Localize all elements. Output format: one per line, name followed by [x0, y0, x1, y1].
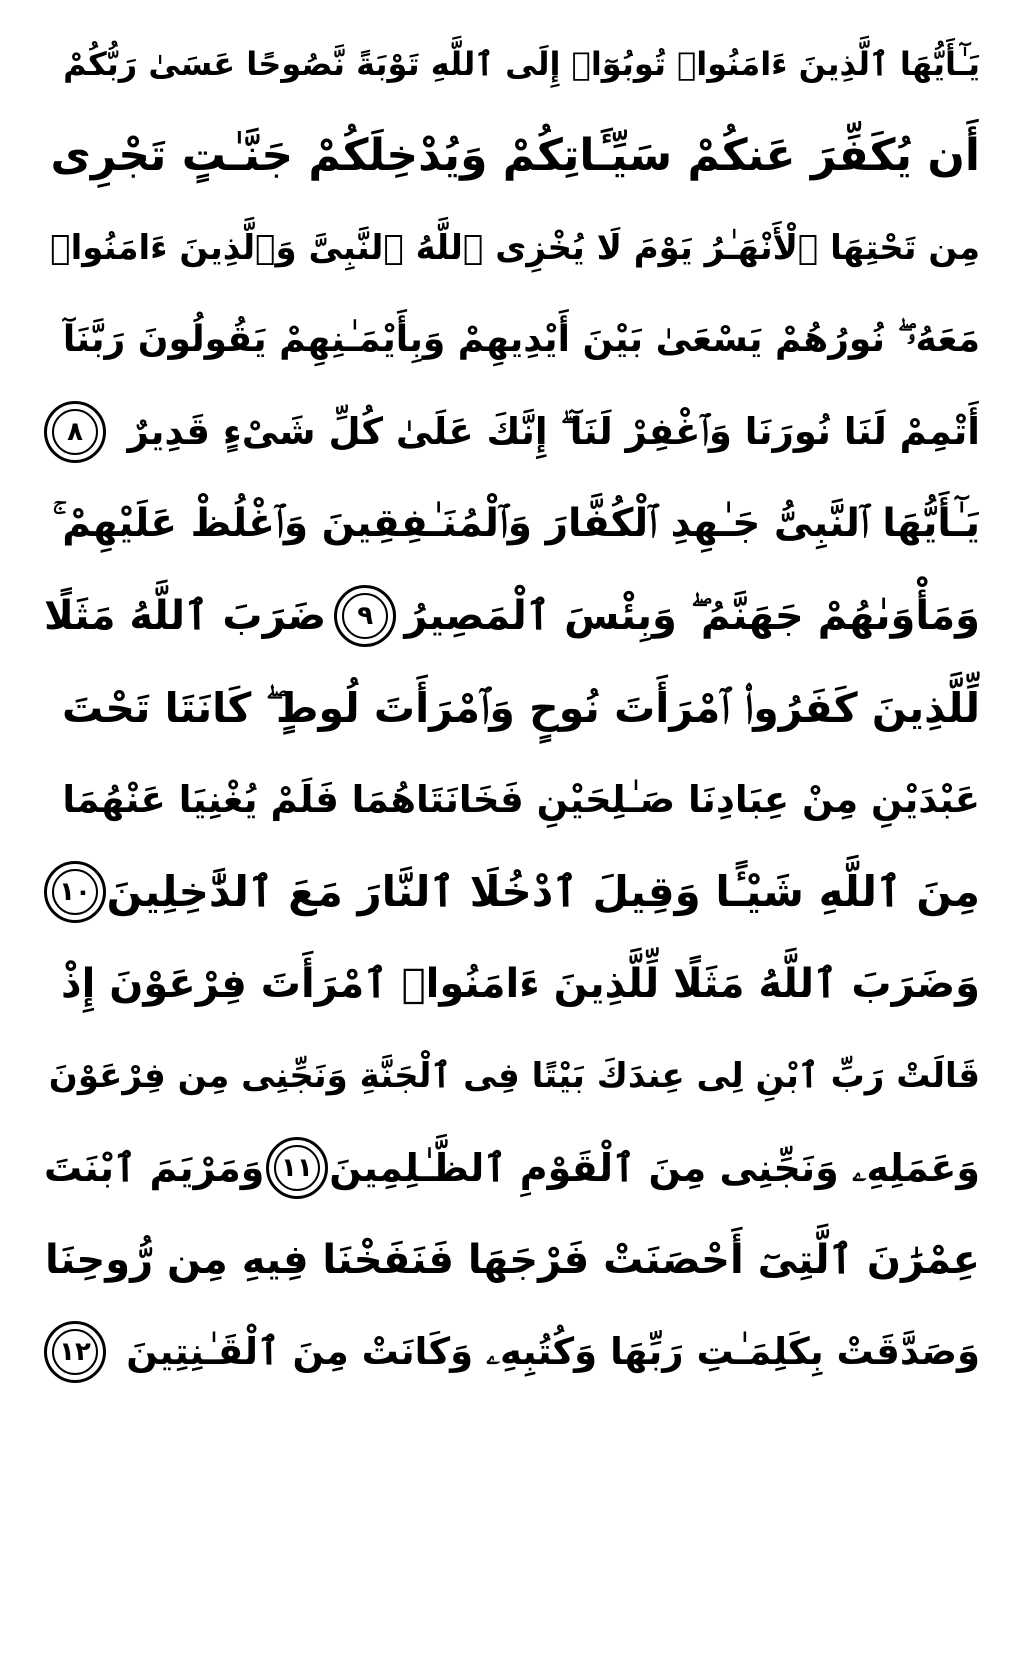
- verse-text: يَـٰٓأَيُّهَا ٱلنَّبِىُّ جَـٰهِدِ ٱلْكُفَّارَ وَٱلْمُنَـٰفِقِينَ وَٱغْلُظْ عَلَيْهِمْ ۚ: [52, 501, 980, 546]
- ayah-number: ١١: [280, 1153, 313, 1183]
- ayah-number: ٨: [67, 417, 83, 447]
- verse-text: وَعَمَلِهِۦ وَنَجِّنِى مِنَ ٱلْقَوْمِ ٱلظَّـٰلِمِينَ: [329, 1146, 980, 1190]
- verse-text: وَضَرَبَ ٱللَّهُ مَثَلًا لِّلَّذِينَ ءَامَنُوا۟ ٱمْرَأَتَ فِرْعَوْنَ إِذْ: [61, 961, 980, 1007]
- verse-line: [44, 754, 980, 846]
- verse-line: [44, 202, 980, 294]
- verse-text: أَن يُكَفِّرَ عَنكُمْ سَيِّـَٔاتِكُمْ وَيُدْخِلَكُمْ جَنَّـٰتٍ تَجْرِى: [50, 130, 980, 181]
- verse-text: مِن تَحْتِهَا ٱلْأَنْهَـٰرُ يَوْمَ لَا يُخْزِى ٱللَّهُ ٱلنَّبِىَّ وَٱلَّذِينَ ءَامَنُوا۟: [50, 228, 980, 268]
- verse-line: [44, 18, 980, 110]
- verse-text: عَبْدَيْنِ مِنْ عِبَادِنَا صَـٰلِحَيْنِ فَخَانَتَاهُمَا فَلَمْ يُغْنِيَا عَنْهُمَا: [62, 778, 980, 821]
- ayah-number: ٩: [357, 601, 374, 631]
- ayah-number: ١٠: [59, 877, 91, 907]
- verse-line: [44, 478, 980, 570]
- verse-text: لِّلَّذِينَ كَفَرُوا۟ ٱمْرَأَتَ نُوحٍ وَٱمْرَأَتَ لُوطٍ ۖ كَانَتَا تَحْتَ: [62, 684, 980, 732]
- verse-line: [44, 294, 980, 386]
- verse-text: ضَرَبَ ٱللَّهُ مَثَلًا: [44, 593, 327, 639]
- ayah-number-marker: [44, 1321, 106, 1383]
- verse-line: [44, 846, 980, 938]
- ayah-number-marker: [266, 1137, 328, 1199]
- verse-text: وَمَرْيَمَ ٱبْنَتَ: [44, 1146, 265, 1190]
- verse-lines: [44, 18, 980, 1398]
- verse-line: [44, 570, 980, 662]
- verse-text: وَمَأْوَىٰهُمْ جَهَنَّمُ ۖ وَبِئْسَ ٱلْمَصِيرُ: [404, 593, 980, 639]
- ayah-number-marker: [334, 585, 396, 647]
- verse-text: يَـٰٓأَيُّهَا ٱلَّذِينَ ءَامَنُوا۟ تُوبُوٓا۟ إِلَى ٱللَّهِ تَوْبَةً نَّصُوحًا عَسَىٰ رَبُّكُمْ: [63, 45, 980, 83]
- verse-line: [44, 1030, 980, 1122]
- verse-line: [44, 662, 980, 754]
- ayah-number: ١٢: [59, 1337, 91, 1367]
- verse-line: [44, 1306, 980, 1398]
- verse-line: [44, 938, 980, 1030]
- verse-text: وَصَدَّقَتْ بِكَلِمَـٰتِ رَبِّهَا وَكُتُبِهِۦ وَكَانَتْ مِنَ ٱلْقَـٰنِتِينَ: [126, 1330, 980, 1373]
- verse-text: عِمْرَٰنَ ٱلَّتِىٓ أَحْصَنَتْ فَرْجَهَا فَنَفَخْنَا فِيهِ مِن رُّوحِنَا: [45, 1237, 980, 1283]
- verse-text: أَتْمِمْ لَنَا نُورَنَا وَٱغْفِرْ لَنَآ ۖ إِنَّكَ عَلَىٰ كُلِّ شَىْءٍ قَدِيرٌ: [127, 410, 980, 453]
- verse-line: [44, 1214, 980, 1306]
- ayah-number-marker: [44, 861, 106, 923]
- verse-text: مِنَ ٱللَّهِ شَيْـًٔا وَقِيلَ ٱدْخُلَا ٱلنَّارَ مَعَ ٱلدَّٰخِلِينَ: [106, 867, 980, 916]
- verse-text: قَالَتْ رَبِّ ٱبْنِ لِى عِندَكَ بَيْتًا فِى ٱلْجَنَّةِ وَنَجِّنِى مِن فِرْعَوْنَ: [48, 1056, 980, 1096]
- ayah-number-marker: [44, 401, 106, 463]
- verse-line: [44, 386, 980, 478]
- verse-line: [44, 1122, 980, 1214]
- verse-text: مَعَهُۥ ۖ نُورُهُمْ يَسْعَىٰ بَيْنَ أَيْدِيهِمْ وَبِأَيْمَـٰنِهِمْ يَقُولُونَ رَبَّنَآ: [62, 319, 980, 360]
- verse-line: [44, 110, 980, 202]
